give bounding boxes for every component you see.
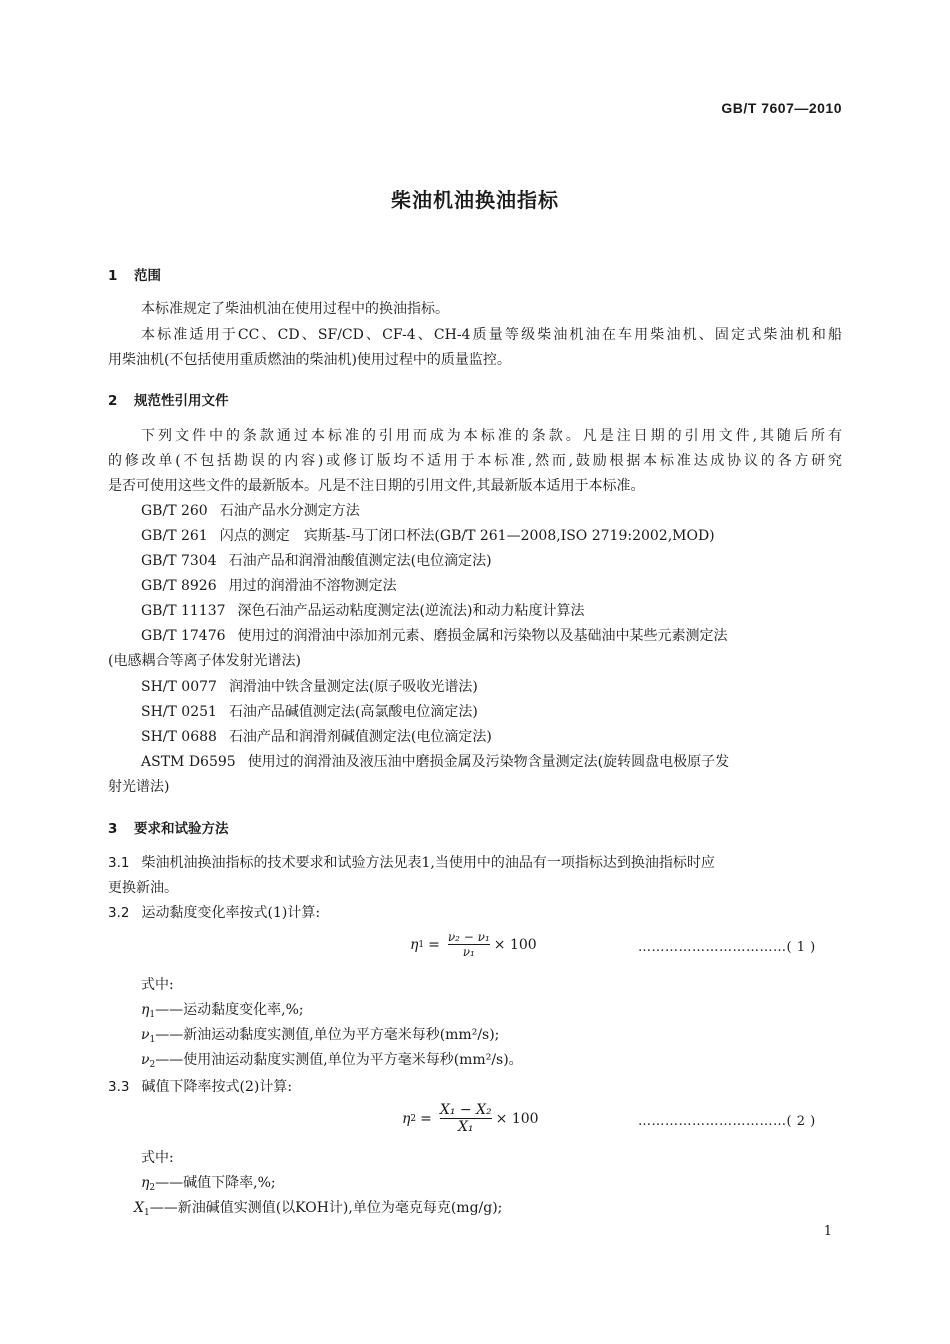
leader-dots: ……………………………: [638, 1114, 787, 1129]
paragraph: 是否可使用这些文件的最新版本。凡是不注日期的引用文件,其最新版本适用于本标准。: [108, 478, 645, 494]
reference-code: GB/T 17476: [141, 628, 226, 644]
formula-lhs-subscript: 2: [410, 1113, 417, 1124]
symbol-subscript: 1: [149, 1035, 156, 1045]
paragraph: 更换新油。: [108, 880, 178, 896]
formula-multiplier: × 100: [495, 1110, 539, 1127]
symbol-definition: [141, 1050, 523, 1075]
paragraph: 下列文件中的条款通过本标准的引用而成为本标准的条款。凡是注日期的引用文件,其随后所有: [141, 428, 842, 444]
reference-item: [141, 501, 360, 521]
reference-code: GB/T 261: [141, 528, 208, 544]
symbol-definition: [141, 1173, 276, 1198]
clause-3-1: [108, 853, 715, 873]
fraction-denominator: ν₁: [462, 945, 475, 959]
symbol-definition: [134, 1198, 502, 1223]
reference-continuation: (电感耦合等离子体发射光谱法): [108, 653, 301, 669]
section-number: 1: [108, 268, 118, 284]
symbol-definition: [141, 1025, 499, 1050]
reference-code: ASTM D6595: [141, 754, 236, 770]
reference-item: [141, 601, 584, 621]
equation-label: ( 2 ): [786, 1114, 816, 1129]
equation-number: [638, 1114, 816, 1129]
section-title: 规范性引用文件: [134, 393, 229, 409]
clause-3-3: [108, 1077, 292, 1097]
formula-multiplier: × 100: [493, 936, 537, 953]
section-title: 范围: [134, 268, 161, 284]
equation-number: [638, 940, 816, 955]
symbol: η: [141, 1002, 150, 1018]
formula-lhs: η: [402, 1110, 411, 1127]
section-number: 3: [108, 821, 118, 837]
where-label: 式中:: [141, 977, 174, 993]
symbol: ν: [141, 1027, 150, 1043]
reference-item: [141, 551, 492, 571]
reference-code: GB/T 11137: [141, 603, 226, 619]
reference-title: 润滑油中铁含量测定法(原子吸收光谱法): [228, 679, 478, 695]
section-3-heading: [108, 817, 229, 837]
clause-number: 3.3: [108, 1079, 130, 1095]
reference-title: 使用过的润滑油中添加剂元素、磨损金属和污染物以及基础油中某些元素测定法: [237, 628, 728, 644]
reference-title: 闪点的测定 宾斯基-马丁闭口杯法(GB/T 261—2008,ISO 2719:2002,MOD): [219, 528, 715, 544]
reference-item: [141, 576, 397, 596]
section-2-heading: [108, 389, 229, 409]
fraction-denominator: X₁: [457, 1119, 474, 1135]
formula-1: η 1 = $\frac{\text{ν₂ − ν₁}}{\text{ν₁}}$ × 100: [410, 930, 537, 959]
reference-item: [141, 526, 715, 546]
clause-3-2: [108, 903, 320, 923]
reference-title: 石油产品和润滑油酸值测定法(电位滴定法): [228, 553, 492, 569]
symbol-subscript: 2: [149, 1183, 156, 1193]
where-label: 式中:: [141, 1150, 174, 1166]
reference-title: 深色石油产品运动粘度测定法(逆流法)和动力粘度计算法: [237, 603, 585, 619]
clause-text: 柴油机油换油指标的技术要求和试验方法见表1,当使用中的油品有一项指标达到换油指标时应: [141, 855, 715, 871]
symbol-definition: [141, 1000, 304, 1025]
definition-text: ——碱值下降率,%;: [155, 1175, 276, 1191]
clause-text: 碱值下降率按式(2)计算:: [141, 1079, 293, 1095]
reference-item: [141, 626, 728, 646]
formula-lhs: η: [410, 936, 419, 953]
reference-code: SH/T 0251: [141, 704, 217, 720]
reference-title: 石油产品碱值测定法(高氯酸电位滴定法): [228, 704, 478, 720]
definition-text: ——新油碱值实测值(以KOH计),单位为毫克每克(mg/g);: [149, 1200, 503, 1216]
standard-code: GB/T 7607—2010: [721, 100, 842, 116]
reference-code: SH/T 0077: [141, 679, 217, 695]
formula-lhs-subscript: 1: [418, 939, 425, 950]
clause-number: 3.1: [108, 855, 130, 871]
symbol-subscript: 2: [149, 1060, 156, 1070]
symbol: η: [141, 1175, 150, 1191]
fraction-numerator: X₁ − X₂: [439, 1102, 492, 1118]
symbol: ν: [141, 1052, 150, 1068]
reference-title: 石油产品水分测定方法: [219, 503, 360, 519]
symbol: X: [134, 1200, 144, 1216]
reference-code: SH/T 0688: [141, 729, 217, 745]
reference-title: 石油产品和润滑剂碱值测定法(电位滴定法): [228, 729, 492, 745]
fraction: [440, 1102, 492, 1135]
section-title: 要求和试验方法: [134, 821, 229, 837]
reference-code: GB/T 7304: [141, 553, 217, 569]
reference-item: [141, 752, 729, 772]
page-title: 柴油机油换油指标: [391, 188, 559, 212]
symbol-subscript: 1: [143, 1208, 150, 1218]
paragraph: 本标准规定了柴油机油在使用过程中的换油指标。: [141, 301, 449, 317]
reference-item: [141, 727, 492, 747]
reference-code: GB/T 260: [141, 503, 208, 519]
definition-text: ——新油运动黏度实测值,单位为平方毫米每秒(mm²/s);: [155, 1027, 500, 1043]
fraction: [448, 930, 490, 959]
page-number: 1: [823, 1224, 832, 1239]
definition-text: ——使用油运动黏度实测值,单位为平方毫米每秒(mm²/s)。: [155, 1052, 523, 1068]
formula-2: η 2 = $\frac{\text{X₁ − X₂}}{\text{X₁}}$ × 100: [402, 1102, 539, 1135]
fraction-numerator: ν₂ − ν₁: [447, 930, 490, 944]
reference-title: 使用过的润滑油及液压油中磨损金属及污染物含量测定法(旋转圆盘电极原子发: [247, 754, 730, 770]
clause-text: 运动黏度变化率按式(1)计算:: [141, 905, 321, 921]
definition-text: ——运动黏度变化率,%;: [155, 1002, 304, 1018]
section-number: 2: [108, 393, 118, 409]
reference-title: 用过的润滑油不溶物测定法: [228, 578, 397, 594]
paragraph: 用柴油机(不包括使用重质燃油的柴油机)使用过程中的质量监控。: [108, 352, 511, 368]
leader-dots: ……………………………: [638, 940, 787, 955]
reference-item: [141, 677, 478, 697]
equation-label: ( 1 ): [786, 940, 816, 955]
paragraph: 的修改单(不包括勘误的内容)或修订版均不适用于本标准,然而,鼓励根据本标准达成协议的各方研究: [108, 453, 842, 469]
reference-continuation: 射光谱法): [108, 779, 170, 795]
clause-number: 3.2: [108, 905, 130, 921]
reference-item: [141, 702, 478, 722]
reference-code: GB/T 8926: [141, 578, 217, 594]
paragraph: 本标准适用于CC、CD、SF/CD、CF-4、CH-4质量等级柴油机油在车用柴油机、固定式柴油机和船: [141, 327, 842, 343]
section-1-heading: [108, 264, 161, 284]
symbol-subscript: 1: [149, 1010, 156, 1020]
